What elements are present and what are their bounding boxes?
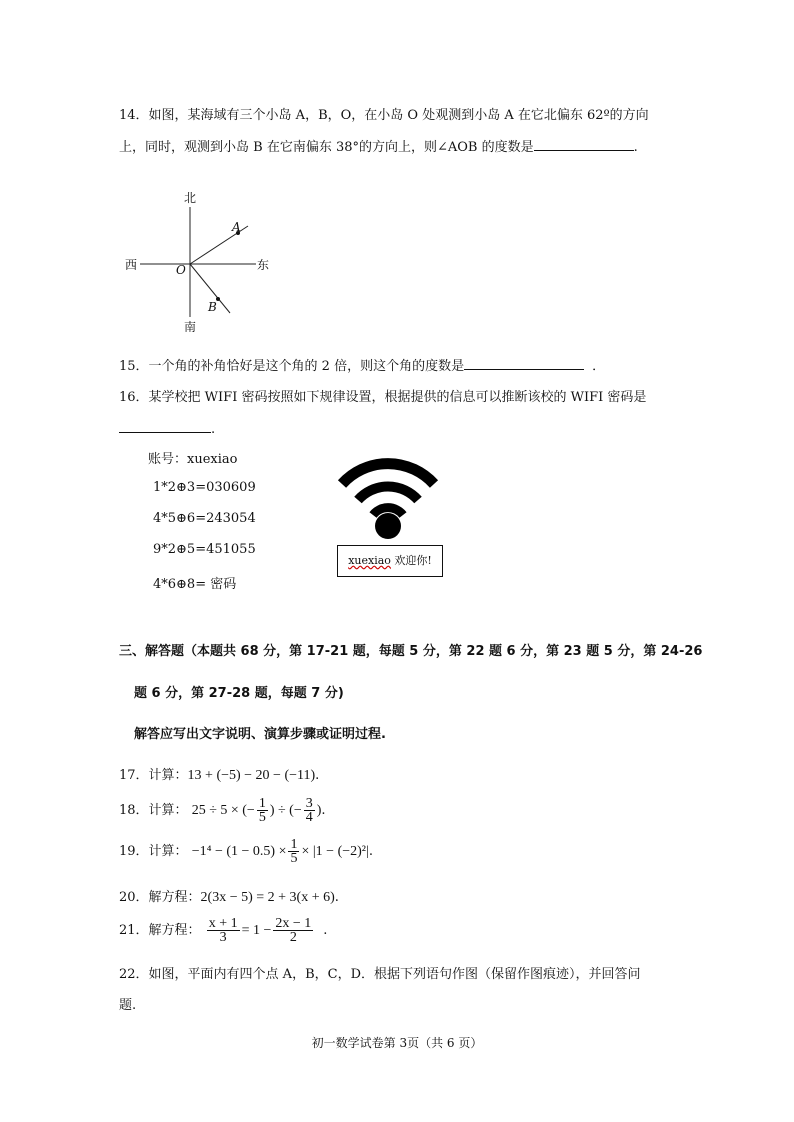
wifi-ssid: xuexiao xyxy=(348,554,391,567)
q14-answer-blank[interactable] xyxy=(534,136,634,151)
q15-text: 15．一个角的补角恰好是这个角的 2 倍，则这个角的度数是 xyxy=(119,359,465,374)
q16-rule-4: 4*6⊕8= 密码 xyxy=(153,577,237,592)
q16-rule-3: 9*2⊕5=451055 xyxy=(153,542,256,557)
q19-expr-a: −1⁴ − (1 − 0.5) × xyxy=(191,844,287,859)
wifi-welcome-text: 欢迎你! xyxy=(390,554,432,567)
q20 xyxy=(119,886,339,906)
q18-fraction-1: $\frac{1}{5}$ xyxy=(258,796,266,825)
page-footer: 初一数学试卷第 3页（共 6 页） xyxy=(311,1036,483,1050)
q14-line2-text: 上，同时，观测到小岛 B 在它南偏东 38°的方向上，则∠AOB 的度数是 xyxy=(119,140,534,155)
q18-expr-c: ) xyxy=(316,803,322,818)
section3-heading-1: 三、解答题（本题共 68 分，第 17-21 题，每题 5 分，第 22 题 6 分，第 23 题 5 分，第 24-26 xyxy=(119,644,703,659)
q19-label: 19．计算： xyxy=(119,844,188,859)
label-west: 西 xyxy=(125,258,138,272)
q15-answer-blank[interactable] xyxy=(464,355,584,370)
q14-line1: 14．如图，某海域有三个小岛 A，B，O，在小岛 O 处观测到小岛 A 在它北偏东 62º的方向 xyxy=(119,108,649,123)
q16-rule-2: 4*5⊕6=243054 xyxy=(153,511,256,526)
q20-label: 20．解方程： xyxy=(119,890,201,905)
q21 xyxy=(119,917,327,944)
q18-fraction-2: $\frac{3}{4}$ xyxy=(305,796,313,825)
q16-line1: 16．某学校把 WIFI 密码按照如下规律设置，根据提供的信息可以推断该校的 WIFI 密码是 xyxy=(119,390,647,405)
q15 xyxy=(119,355,605,374)
q21-lhs-fraction: $\frac{x + 1}{3}$ xyxy=(208,916,238,945)
q16-answer-blank[interactable] xyxy=(119,418,211,433)
section3-heading-2: 题 6 分，第 27-28 题，每题 7 分) xyxy=(134,686,344,701)
q15-end: ． xyxy=(592,359,606,374)
q16-line2 xyxy=(119,418,215,437)
q17-end: . xyxy=(315,768,320,783)
label-origin: O xyxy=(176,263,186,277)
q22-line2: 题. xyxy=(119,998,137,1013)
q20-expression: 2(3x − 5) = 2 + 3(x + 6) xyxy=(200,890,335,905)
q17 xyxy=(119,764,319,784)
q21-rhs-fraction: $\frac{2x - 1}{2}$ xyxy=(275,916,312,945)
q18-label: 18．计算： xyxy=(119,803,188,818)
q16-account: 账号：xuexiao xyxy=(148,452,238,467)
label-south: 南 xyxy=(184,320,197,334)
q21-end: . xyxy=(323,923,328,938)
label-east: 东 xyxy=(257,258,270,272)
section3-instruction: 解答应写出文字说明、演算步骤或证明过程. xyxy=(134,727,386,742)
q19-fraction: $\frac{1}{5}$ xyxy=(290,837,298,866)
q19-end: . xyxy=(368,844,373,859)
q17-expression: 13 + (−5) − 20 − (−11) xyxy=(187,768,316,783)
q21-label: 21．解方程： xyxy=(119,923,201,938)
q18-expr-a: 25 ÷ 5 × (− xyxy=(191,803,255,818)
q19 xyxy=(119,838,373,865)
q18-expr-b: ) ÷ (− xyxy=(269,803,302,818)
q16-line2-end: . xyxy=(211,422,216,437)
q19-expr-b: × |1 − (−2)²| xyxy=(301,844,369,859)
q14-line2 xyxy=(119,136,638,155)
q20-end: . xyxy=(334,890,339,905)
q21-mid: = 1 − xyxy=(241,923,272,938)
q17-label: 17．计算： xyxy=(119,768,188,783)
q18-end: . xyxy=(321,803,326,818)
wifi-icon xyxy=(336,454,440,540)
q18 xyxy=(119,797,326,824)
q14-line2-end: . xyxy=(633,140,638,155)
label-point-A: A xyxy=(232,220,241,234)
q22-line1: 22．如图，平面内有四个点 A，B，C，D．根据下列语句作图（保留作图痕迹），并回答问 xyxy=(119,967,641,982)
wifi-welcome-box xyxy=(337,545,443,577)
label-north: 北 xyxy=(184,191,197,205)
label-point-B: B xyxy=(208,300,217,314)
q16-rule-1: 1*2⊕3=030609 xyxy=(153,480,256,495)
